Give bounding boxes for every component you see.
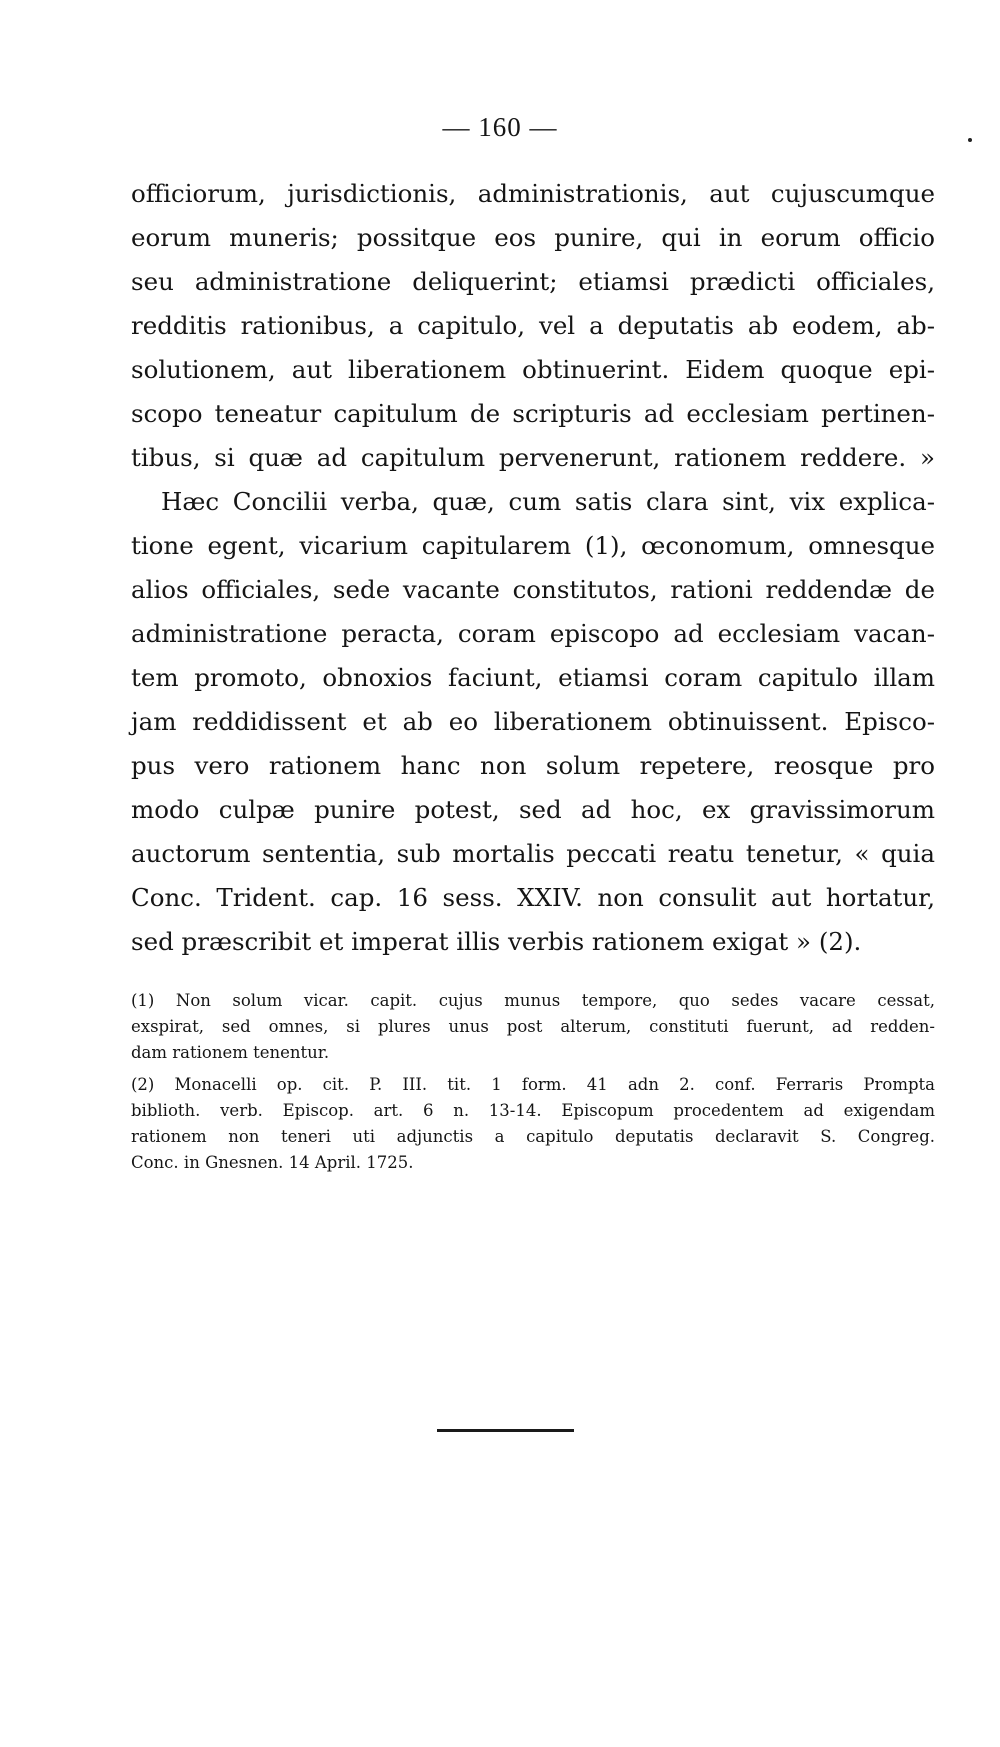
text-line: Conc. Trident. cap. 16 sess. XXIV. non consulit aut hortatur, bbox=[131, 883, 935, 912]
text-line: eorum muneris; possitque eos punire, qui in eorum officio bbox=[131, 223, 935, 252]
text-line: redditis rationibus, a capitulo, vel a deputatis ab eodem, ab- bbox=[131, 311, 935, 340]
footnote-2-line: Conc. in Gnesnen. 14 April. 1725. bbox=[131, 1153, 414, 1172]
page-number: — 160 — bbox=[442, 112, 558, 142]
paragraph-start-line: Hæc Concilii verba, quæ, cum satis clara sint, vix explica- bbox=[161, 487, 935, 516]
footnote-1-line: (1) Non solum vicar. capit. cujus munus tempore, quo sedes vacare cessat, bbox=[131, 991, 935, 1010]
paragraph-end-line: sed præscribit et imperat illis verbis rationem exigat » (2). bbox=[131, 927, 862, 956]
footnote-2-line: biblioth. verb. Episcop. art. 6 n. 13-14. Episcopum procedentem ad exigendam bbox=[131, 1101, 935, 1120]
text-line: tibus, si quæ ad capitulum pervenerunt, rationem reddere. » bbox=[131, 443, 935, 472]
text-line: tem promoto, obnoxios faciunt, etiamsi coram capitulo illam bbox=[131, 663, 935, 692]
footnote-2-line: rationem non teneri uti adjunctis a capitulo deputatis declaravit S. Congreg. bbox=[131, 1127, 935, 1146]
main-text bbox=[131, 172, 935, 964]
text-line: auctorum sententia, sub mortalis peccati reatu tenetur, « quia bbox=[131, 839, 935, 868]
margin-speck bbox=[968, 138, 972, 142]
footnote-1-line: exspirat, sed omnes, si plures unus post alterum, constituti fuerunt, ad redden- bbox=[131, 1017, 935, 1036]
footnote-1-line: dam rationem tenentur. bbox=[131, 1043, 330, 1062]
text-line: modo culpæ punire potest, sed ad hoc, ex gravissimorum bbox=[131, 795, 935, 824]
text-line: tione egent, vicarium capitularem (1), œconomum, omnesque bbox=[131, 531, 935, 560]
text-line: officiorum, jurisdictionis, administrationis, aut cujuscumque bbox=[131, 179, 935, 208]
footnote-2-line: (2) Monacelli op. cit. P. III. tit. 1 form. 41 adn 2. conf. Ferraris Prompta bbox=[131, 1075, 935, 1094]
text-line: jam reddidissent et ab eo liberationem obtinuissent. Episco- bbox=[131, 707, 935, 736]
text-line: seu administratione deliquerint; etiamsi prædicti officiales, bbox=[131, 267, 935, 296]
end-rule bbox=[437, 1429, 574, 1432]
text-line: alios officiales, sede vacante constitutos, rationi reddendæ de bbox=[131, 575, 935, 604]
text-line: scopo teneatur capitulum de scripturis ad ecclesiam pertinen- bbox=[131, 399, 935, 428]
text-line: pus vero rationem hanc non solum repetere, reosque pro bbox=[131, 751, 935, 780]
text-line: solutionem, aut liberationem obtinuerint. Eidem quoque epi- bbox=[131, 355, 935, 384]
footnotes bbox=[131, 988, 935, 1176]
text-line: administratione peracta, coram episcopo ad ecclesiam vacan- bbox=[131, 619, 935, 648]
